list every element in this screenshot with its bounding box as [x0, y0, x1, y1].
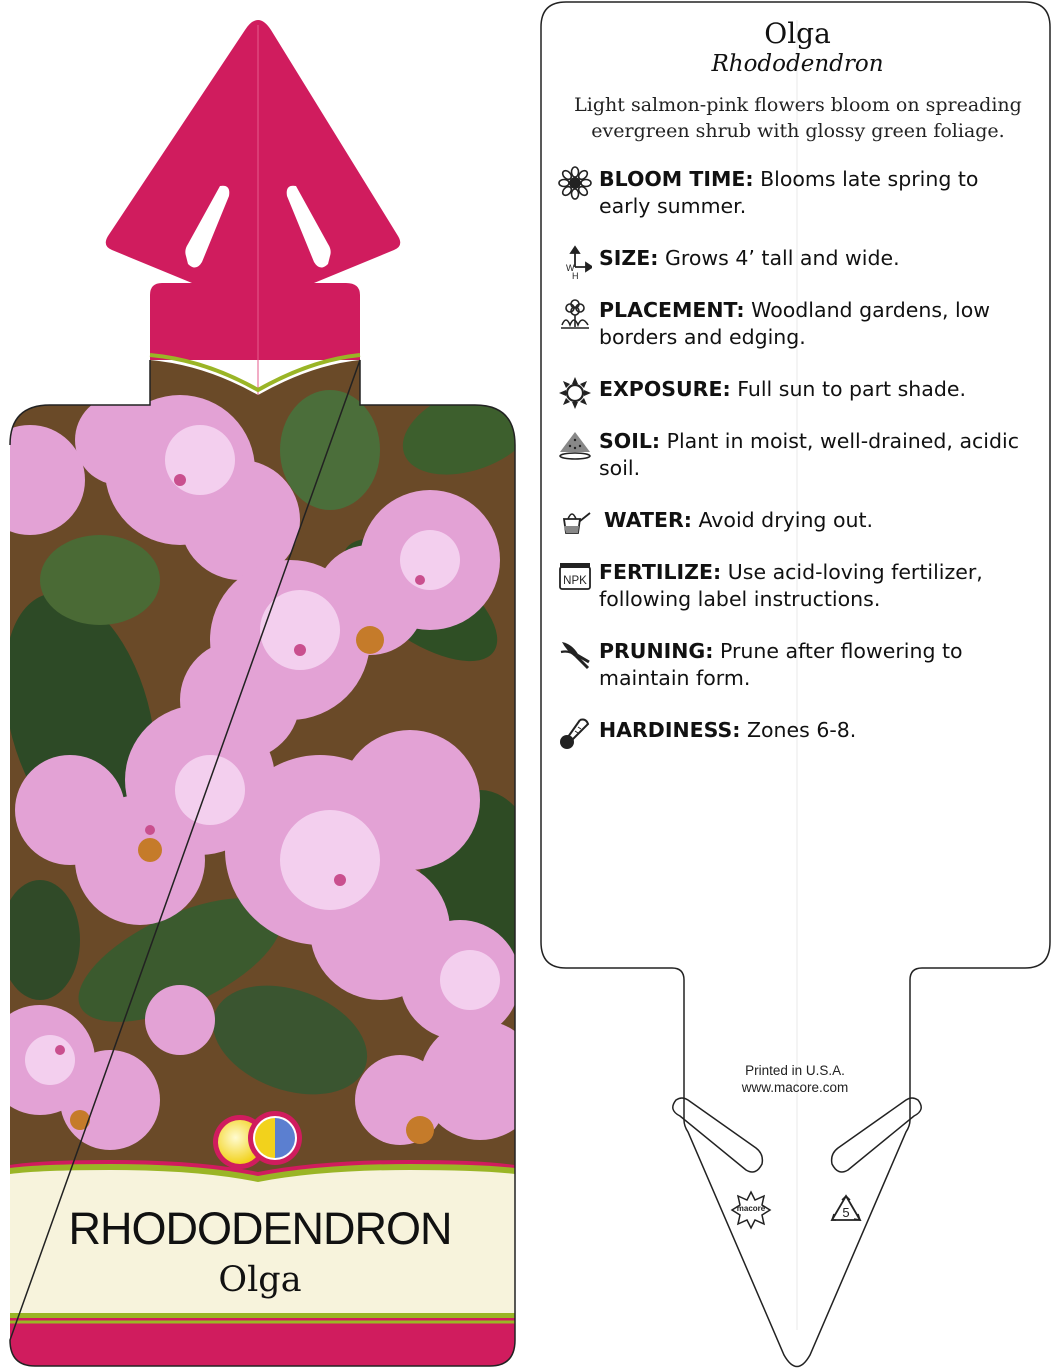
npk-fertilizer-icon [558, 559, 592, 593]
care-label: WATER: [604, 508, 692, 532]
soil-mound-icon [558, 428, 592, 462]
care-text: Avoid drying out. [691, 508, 874, 532]
height-letter: H [572, 271, 579, 279]
care-text: Full sun to part shade. [730, 377, 966, 401]
care-text: Use acid-loving fertilizer, following label instructions. [599, 560, 983, 611]
care-instructions [556, 166, 1036, 769]
front-tag [0, 0, 520, 1369]
plant-description: Light salmon-pink flowers bloom on spreading evergreen shrub with glossy green foliage. [574, 94, 1022, 142]
care-text: Prune after flowering to maintain form. [599, 639, 963, 690]
sun-icon [558, 376, 592, 410]
care-item-water [556, 507, 1036, 534]
care-item-hardiness [556, 717, 1036, 744]
back-subtitle: Rhododendron [711, 51, 884, 77]
care-label: HARDINESS: [599, 718, 741, 742]
care-label: PLACEMENT: [599, 298, 745, 322]
pruning-shears-icon [558, 638, 592, 672]
care-label: FERTILIZE: [599, 560, 722, 584]
cultivar-name: Olga [218, 1260, 302, 1300]
genus-name: RHODODENDRON [68, 1203, 452, 1254]
care-text: Plant in moist, well-drained, acidic soil. [599, 429, 1019, 480]
flower-icon [558, 166, 592, 200]
care-label: BLOOM TIME: [599, 167, 754, 191]
care-text: Zones 6-8. [740, 718, 857, 742]
rhododendron-photo [0, 350, 520, 1180]
placement-plants-icon [558, 297, 592, 331]
macore-logo-text: macore [736, 1204, 766, 1213]
npk-letters: NPK [563, 575, 587, 587]
recycle-code: 5 [842, 1205, 850, 1220]
care-text: Blooms late spring to early summer. [599, 167, 979, 218]
care-item-size [556, 245, 1036, 279]
size-arrows-icon [558, 245, 592, 279]
care-item-fertilize [556, 559, 1036, 613]
care-label: SOIL: [599, 429, 661, 453]
care-item-soil [556, 428, 1036, 482]
care-text: Grows 4’ tall and wide. [658, 246, 900, 270]
watering-can-icon [558, 507, 592, 541]
care-text: Woodland gardens, low borders and edging. [599, 298, 991, 349]
part-shade-icon [248, 1111, 302, 1165]
care-item-exposure [556, 376, 1036, 403]
care-label: EXPOSURE: [599, 377, 731, 401]
tag-spike [106, 20, 401, 360]
thermometer-icon [558, 717, 592, 751]
care-item-pruning [556, 638, 1036, 692]
back-title: Olga [764, 17, 831, 50]
website-text: www.macore.com [741, 1080, 849, 1095]
width-letter: W [566, 263, 575, 273]
care-label: SIZE: [599, 246, 659, 270]
care-item-bloom-time [556, 166, 1036, 220]
printed-in-text: Printed in U.S.A. [745, 1063, 845, 1078]
care-label: PRUNING: [599, 639, 714, 663]
care-item-placement [556, 297, 1036, 351]
